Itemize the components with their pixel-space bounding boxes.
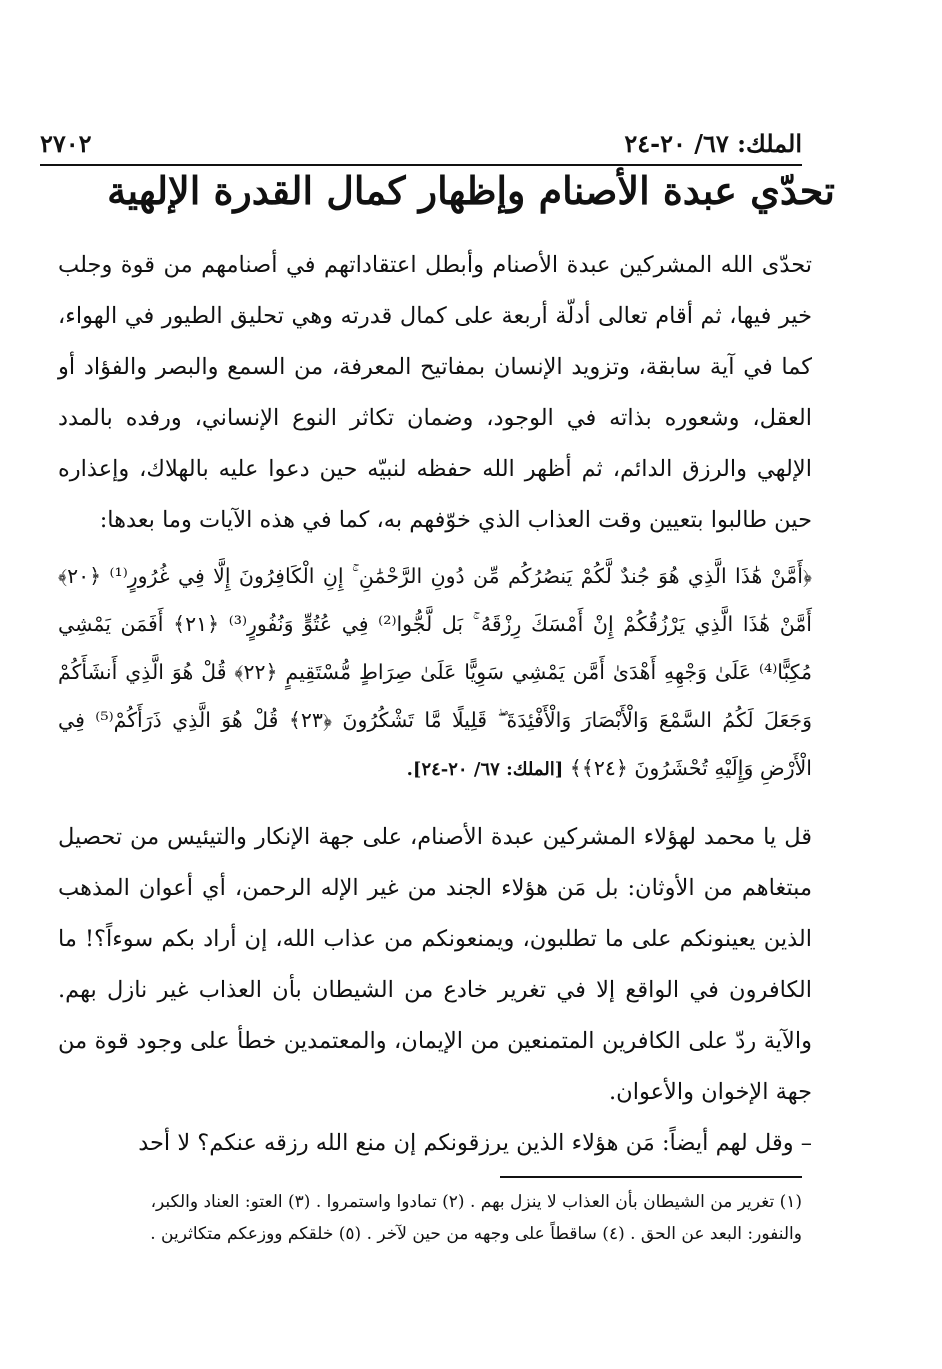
footnote-line: والنفور: البعد عن الحق . (٤) ساقطاً على وجهه من حين لآخر . (٥) خلقكم ووزعكم متكاثرين .	[150, 1224, 802, 1244]
section-title: تحدّي عبدة الأصنام وإظهار كمال القدرة الإلهية	[107, 168, 835, 213]
commentary-paragraph: قل يا محمد لهؤلاء المشركين عبدة الأصنام، على جهة الإنكار والتيئيس من تحصيل مبتغاهم من الأوثان: بل مَن هؤلاء الجند من غير الإله الرحمن، أي أعوان المذهب الذين يعينونكم على ما تطلبون، ويمنعونكم من عذاب الله، إن أراد بكم سوءاً؟! ما الكافرون في الواقع إلا في تغرير خادع من الشيطان بأن العذاب غير نازل بهم. والآية ردّ على الكافرين المتمنعين من الإيمان، والمعتمدين خطأ على وجود قوة من جهة الإخوان والأعوان.	[58, 824, 812, 1105]
footnotes	[58, 1186, 802, 1250]
page-number: ٢٧٠٢	[40, 129, 92, 158]
quran-verse	[58, 552, 812, 794]
verse-text: ﴿أَمَّنْ هَٰذَا الَّذِي هُوَ جُندٌ لَّكُمْ يَنصُرُكُم مِّن دُونِ الرَّحْمَٰنِ ۚ إِنِ الْكَافِرُونَ إِلَّا فِي غُرُورٍ⁽¹⁾ ﴿٢٠﴾ أَمَّنْ هَٰذَا الَّذِي يَرْزُقُكُمْ إِنْ أَمْسَكَ رِزْقَهُ ۚ بَل لَّجُّوا⁽²⁾ فِي عُتُوٍّ وَنُفُورٍ⁽³⁾ ﴿٢١﴾ أَفَمَن يَمْشِي مُكِبًّا⁽⁴⁾ عَلَىٰ وَجْهِهِ أَهْدَىٰ أَمَّن يَمْشِي سَوِيًّا عَلَىٰ صِرَاطٍ مُّسْتَقِيمٍ ﴿٢٢﴾ قُلْ هُوَ الَّذِي أَنشَأَكُمْ وَجَعَلَ لَكُمُ السَّمْعَ وَالْأَبْصَارَ وَالْأَفْئِدَةَ ۖ قَلِيلًا مَّا تَشْكُرُونَ ﴿٢٣﴾ قُلْ هُوَ الَّذِي ذَرَأَكُمْ⁽⁵⁾ فِي الْأَرْضِ وَإِلَيْهِ تُحْشَرُونَ ﴿٢٤﴾﴾	[58, 564, 813, 780]
main-text	[58, 240, 812, 1169]
page-header	[40, 118, 802, 166]
footnote-divider	[500, 1176, 802, 1178]
verse-reference: [الملك: ٦٧/ ٢٠-٢٤].	[406, 759, 564, 780]
footnote-line: (١) تغرير من الشيطان بأن العذاب لا ينزل بهم . (٢) تمادوا واستمروا . (٣) العتو: العناد والكبر،	[150, 1192, 802, 1212]
intro-paragraph: تحدّى الله المشركين عبدة الأصنام وأبطل اعتقاداتهم في أصنامهم من قوة وجلب خير فيها، ثم أقام تعالى أدلّة أربعة على كمال قدرته وهي تحليق الطيور في الهواء، كما في آية سابقة، وتزويد الإنسان بمفاتيح المعرفة، من السمع والبصر والفؤاد أو العقل، وشعوره بذاته في الوجود، وضمان تكاثر النوع الإنساني، ورفده بالمدد الإلهي والرزق الدائم، ثم أظهر الله حفظه لنبيّه حين دعوا عليه بالهلاك، وإعذاره حين طالبوا بتعيين وقت العذاب الذي خوّفهم به، كما في هذه الآيات وما بعدها:	[58, 252, 812, 533]
commentary-paragraph-continued: – وقل لهم أيضاً: مَن هؤلاء الذين يرزقونكم إن منع الله رزقه عنكم؟ لا أحد	[138, 1130, 812, 1156]
surah-reference: الملك: ٦٧/ ٢٠-٢٤	[624, 129, 802, 158]
